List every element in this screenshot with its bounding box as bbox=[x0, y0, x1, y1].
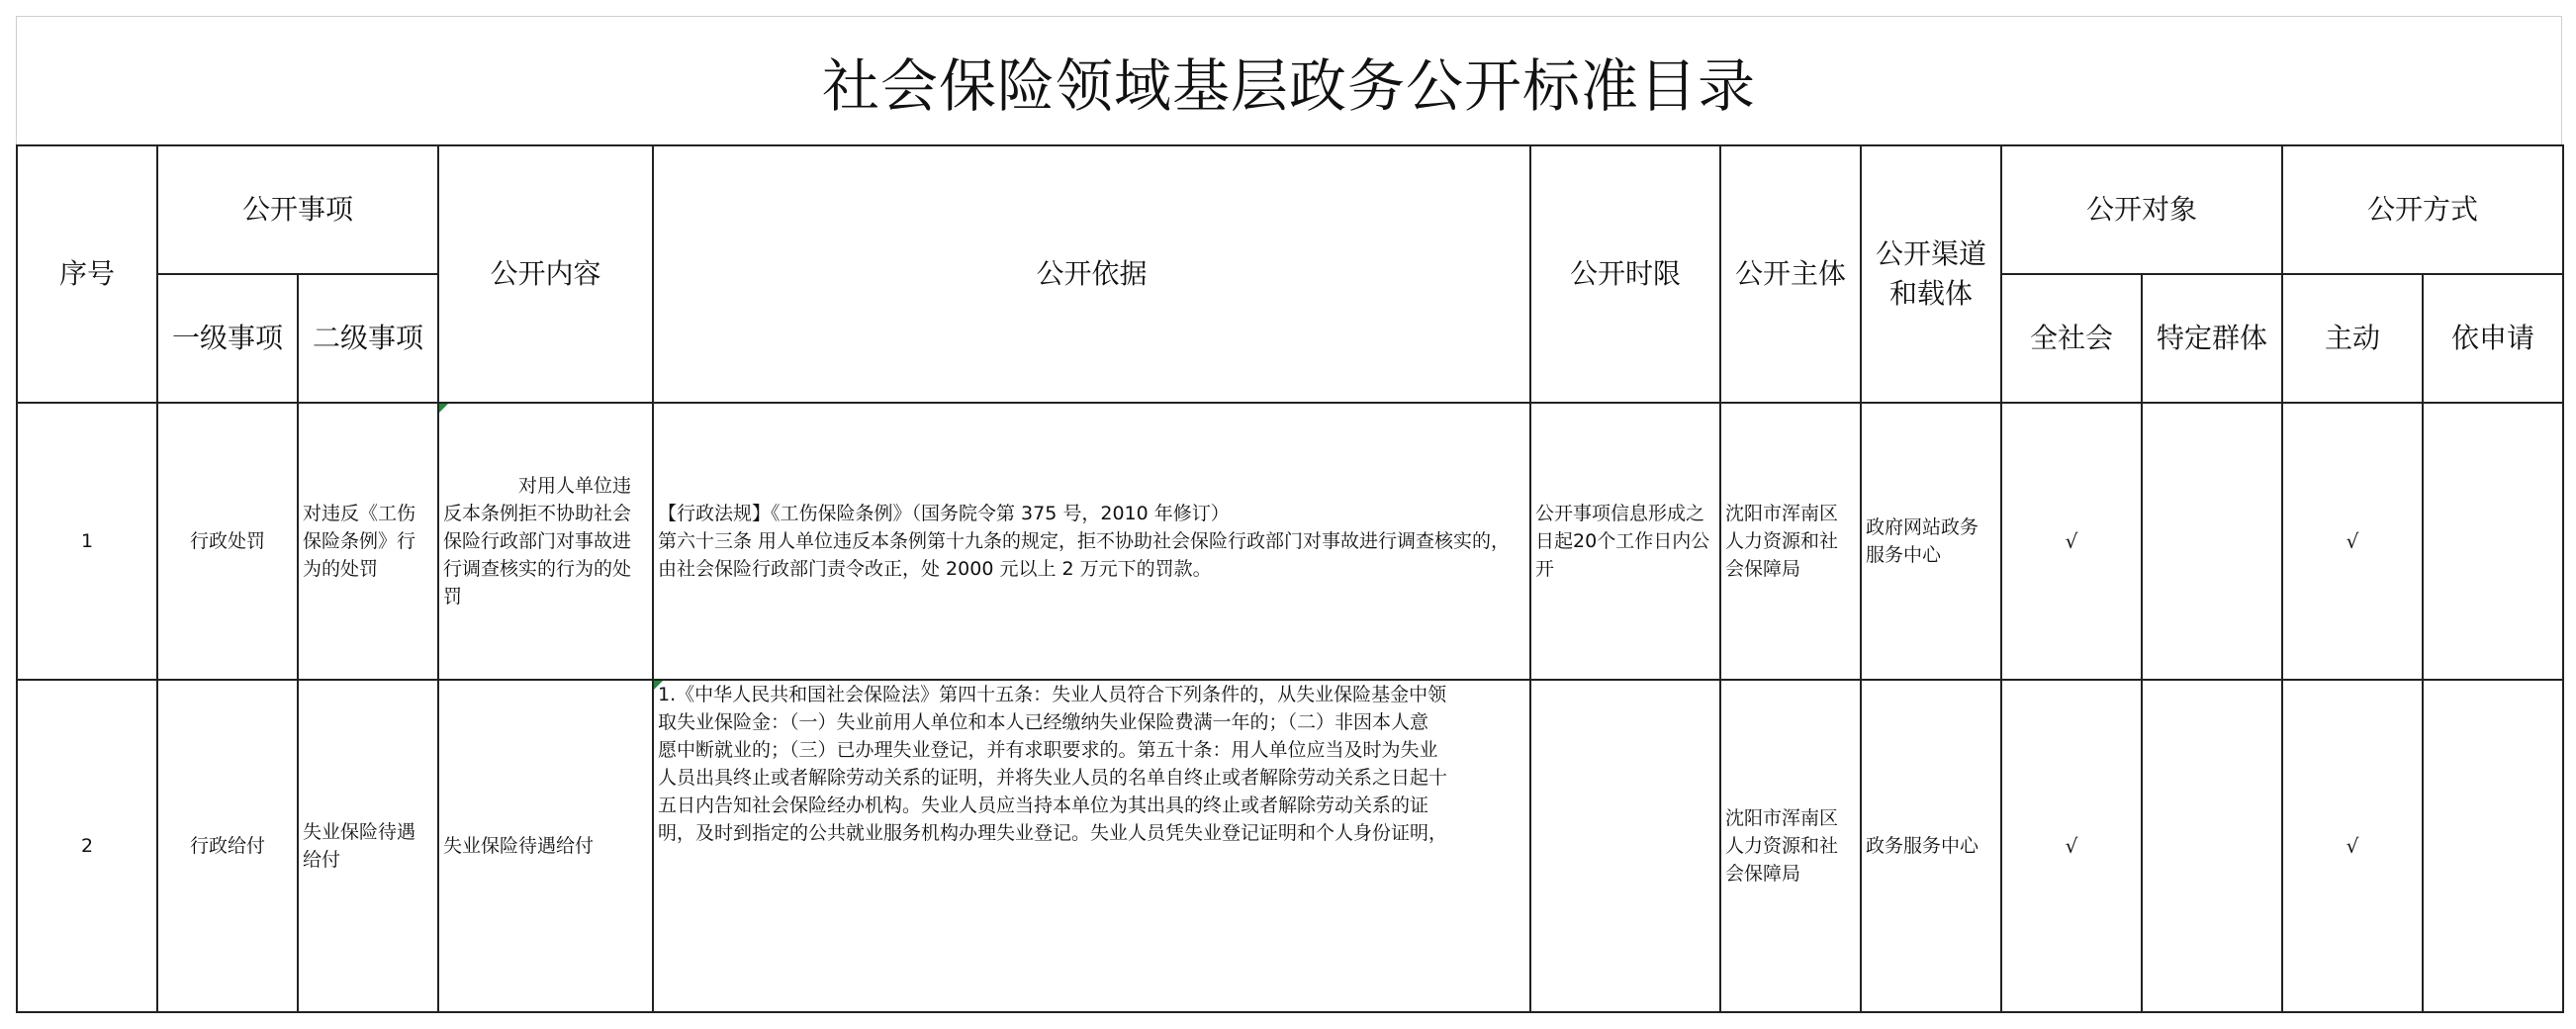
title-cell[interactable] bbox=[16, 16, 2562, 145]
header-method[interactable]: 公开方式 bbox=[2282, 145, 2563, 274]
header-seq[interactable]: 序号 bbox=[17, 145, 157, 403]
cell-whole-society[interactable]: √ bbox=[2001, 403, 2142, 680]
cell-channel[interactable]: 政务服务中心 bbox=[1861, 680, 2001, 1012]
cell-specific-group[interactable] bbox=[2142, 403, 2282, 680]
basis-line: 1.《中华人民共和国社会保险法》第四十五条：失业人员符合下列条件的，从失业保险基金中领 bbox=[658, 684, 1447, 705]
cell-seq[interactable]: 2 bbox=[17, 680, 157, 1012]
cell-level1[interactable]: 行政处罚 bbox=[157, 403, 298, 680]
header-subject[interactable]: 公开主体 bbox=[1720, 145, 1861, 403]
header-target[interactable]: 公开对象 bbox=[2001, 145, 2282, 274]
cell-on-request[interactable] bbox=[2423, 403, 2563, 680]
cell-content[interactable]: 失业保险待遇给付 bbox=[438, 680, 653, 1012]
header-whole-society[interactable]: 全社会 bbox=[2001, 274, 2142, 403]
page-title: 社会保险领域基层政务公开标准目录 bbox=[821, 52, 1756, 120]
basis-line: 愿中断就业的；（三）已办理失业登记，并有求职要求的。第五十条：用人单位应当及时为失业 bbox=[658, 739, 1438, 761]
cell-active[interactable]: √ bbox=[2282, 680, 2423, 1012]
table-row bbox=[17, 680, 2563, 1012]
cell-level2[interactable]: 对违反《工伤保险条例》行为的处罚 bbox=[298, 403, 438, 680]
cell-subject[interactable]: 沈阳市浑南区人力资源和社会保障局 bbox=[1720, 403, 1861, 680]
cell-channel[interactable]: 政府网站政务服务中心 bbox=[1861, 403, 2001, 680]
cell-active[interactable]: √ bbox=[2282, 403, 2423, 680]
header-content[interactable]: 公开内容 bbox=[438, 145, 653, 403]
basis-line: 五日内告知社会保险经办机构。失业人员应当持本单位为其出具的终止或者解除劳动关系的证 bbox=[658, 795, 1429, 816]
header-time-limit[interactable]: 公开时限 bbox=[1530, 145, 1720, 403]
cell-whole-society[interactable]: √ bbox=[2001, 680, 2142, 1012]
cell-subject[interactable]: 沈阳市浑南区人力资源和社会保障局 bbox=[1720, 680, 1861, 1012]
header-specific-group[interactable]: 特定群体 bbox=[2142, 274, 2282, 403]
basis-line: 取失业保险金：（一）失业前用人单位和本人已经缴纳失业保险费满一年的；（二）非因本人意 bbox=[658, 711, 1429, 733]
header-on-request[interactable]: 依申请 bbox=[2423, 274, 2563, 403]
table-row bbox=[17, 403, 2563, 680]
cell-specific-group[interactable] bbox=[2142, 680, 2282, 1012]
header-matter[interactable]: 公开事项 bbox=[157, 145, 438, 274]
cell-basis[interactable] bbox=[653, 403, 1530, 680]
cell-content[interactable]: 对用人单位违反本条例拒不协助社会保险行政部门对事故进行调查核实的行为的处罚 bbox=[438, 403, 653, 680]
header-row-1 bbox=[17, 145, 2563, 274]
header-basis[interactable]: 公开依据 bbox=[653, 145, 1530, 403]
cell-time-limit[interactable]: 公开事项信息形成之日起20个工作日内公开 bbox=[1530, 403, 1720, 680]
cell-level1[interactable]: 行政给付 bbox=[157, 680, 298, 1012]
header-level1[interactable]: 一级事项 bbox=[157, 274, 298, 403]
header-level2[interactable]: 二级事项 bbox=[298, 274, 438, 403]
basis-line: 第六十三条 用人单位违反本条例第十九条的规定，拒不协助社会保险行政部门对事故进行调查核实的，由社会保险行政部门责令改正，处 2000 元以上 2 万元下的罚款。 bbox=[658, 530, 1511, 580]
spreadsheet bbox=[16, 16, 2562, 1013]
basis-line: 人员出具终止或者解除劳动关系的证明，并将失业人员的名单自终止或者解除劳动关系之日起十 bbox=[658, 767, 1448, 789]
header-channel[interactable]: 公开渠道和载体 bbox=[1861, 145, 2001, 403]
header-active[interactable]: 主动 bbox=[2282, 274, 2423, 403]
cell-basis[interactable] bbox=[653, 680, 1530, 1012]
cell-on-request[interactable] bbox=[2423, 680, 2563, 1012]
cell-seq[interactable]: 1 bbox=[17, 403, 157, 680]
basis-line: 【行政法规】《工伤保险条例》（国务院令第 375 号，2010 年修订） bbox=[658, 503, 1230, 524]
basis-line: 明，及时到指定的公共就业服务机构办理失业登记。失业人员凭失业登记证明和个人身份证明， bbox=[658, 822, 1448, 844]
cell-time-limit[interactable] bbox=[1530, 680, 1720, 1012]
catalog-table bbox=[16, 144, 2564, 1013]
cell-level2[interactable]: 失业保险待遇给付 bbox=[298, 680, 438, 1012]
